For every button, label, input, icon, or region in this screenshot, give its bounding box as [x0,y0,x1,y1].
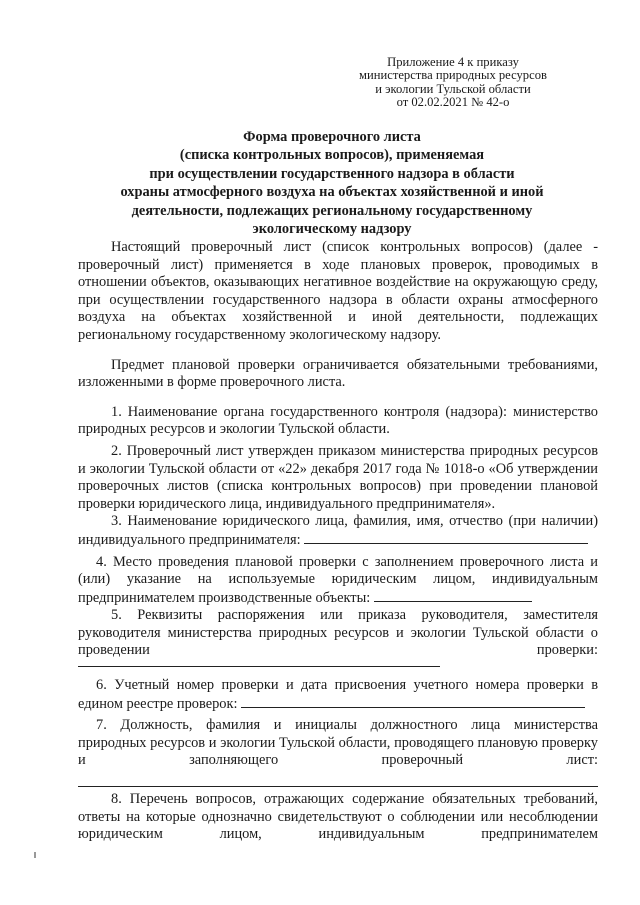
item-7-paragraph: 7. Должность, фамилия и инициалы должностного лица министерства природных ресурсов и экологии Тульской области, проводящего плановую проверку и заполняющего проверочный лист: [78,717,598,769]
appendix-line: Приложение 4 к приказу [387,55,519,69]
title-line: охраны атмосферного воздуха на объектах хозяйственной и иной [120,184,544,201]
title-line: Форма проверочного листа [243,129,421,145]
item-7-fill-line [78,770,598,787]
intro-paragraph: Настоящий проверочный лист (список контрольных вопросов) (далее - проверочный лист) применяется в ходе плановых проверок, проводимых в отношении объектов, оказывающих негативное воздействие на окружающую среду, при осуществлении государственного надзора в области охраны атмосферного воздуха на объектах хозяйственной и иной деятельности, подлежащих региональному государственному экологическому надзору. [78,239,598,343]
title-line: (списка контрольных вопросов), применяемая [179,147,485,164]
item-6-fill-line [241,695,585,708]
item-3-paragraph [78,513,598,549]
item-1-paragraph: 1. Наименование органа государственного контроля (надзора): министерство природных ресурсов и экологии Тульской области. [78,403,598,438]
appendix-header [340,56,566,110]
item-5-fill-line [78,660,440,667]
title-line: при осуществлении государственного надзора в области [149,165,515,182]
document-title [82,128,582,238]
item-6-text: 6. Учетный номер проверки и дата присвоения учетного номера проверки в едином реестре проверок: [78,677,598,712]
title-line: экологическому надзору [252,221,412,238]
subject-paragraph: Предмет плановой проверки ограничивается обязательными требованиями, изложенными в форме проверочного листа. [78,356,598,391]
item-5-paragraph: 5. Реквизиты распоряжения или приказа руководителя, заместителя руководителя министерства природных ресурсов и экологии Тульской области о проведении проверки: [78,607,598,659]
appendix-line: министерства природных ресурсов [359,68,547,83]
item-8-paragraph: 8. Перечень вопросов, отражающих содержание обязательных требований, ответы на которые однозначно свидетельствуют о соблюдении или несоблюдении юридическим лицом, индивидуальным предпринимателем [78,791,598,843]
item-3-fill-line [304,531,588,544]
item-4-paragraph [78,554,598,608]
item-2-paragraph: 2. Проверочный лист утвержден приказом министерства природных ресурсов и экологии Тульской области от «22» декабря 2017 года № 1018-о «Об утверждении проверочных листов (списка контрольных вопросов) при проведении плановой проверки юридического лица, индивидуального предпринимателя». [78,442,598,512]
item-4-fill-line [374,589,532,602]
appendix-line: и экологии Тульской области [375,81,531,96]
item-6-paragraph [78,677,598,713]
scan-mark [34,852,36,858]
item-3-text: 3. Наименование юридического лица, фамилия, имя, отчество (при наличии) индивидуального предпринимателя: [78,513,598,548]
title-line: деятельности, подлежащих региональному государственному [131,202,533,219]
document-body [78,239,598,844]
item-4-text: 4. Место проведения плановой проверки с заполнением проверочного листа и (или) указание на используемые юридическим лицом, индивидуальным предпринимателем производственные объекты: [78,553,598,606]
appendix-line: от 02.02.2021 № 42-о [396,95,510,110]
